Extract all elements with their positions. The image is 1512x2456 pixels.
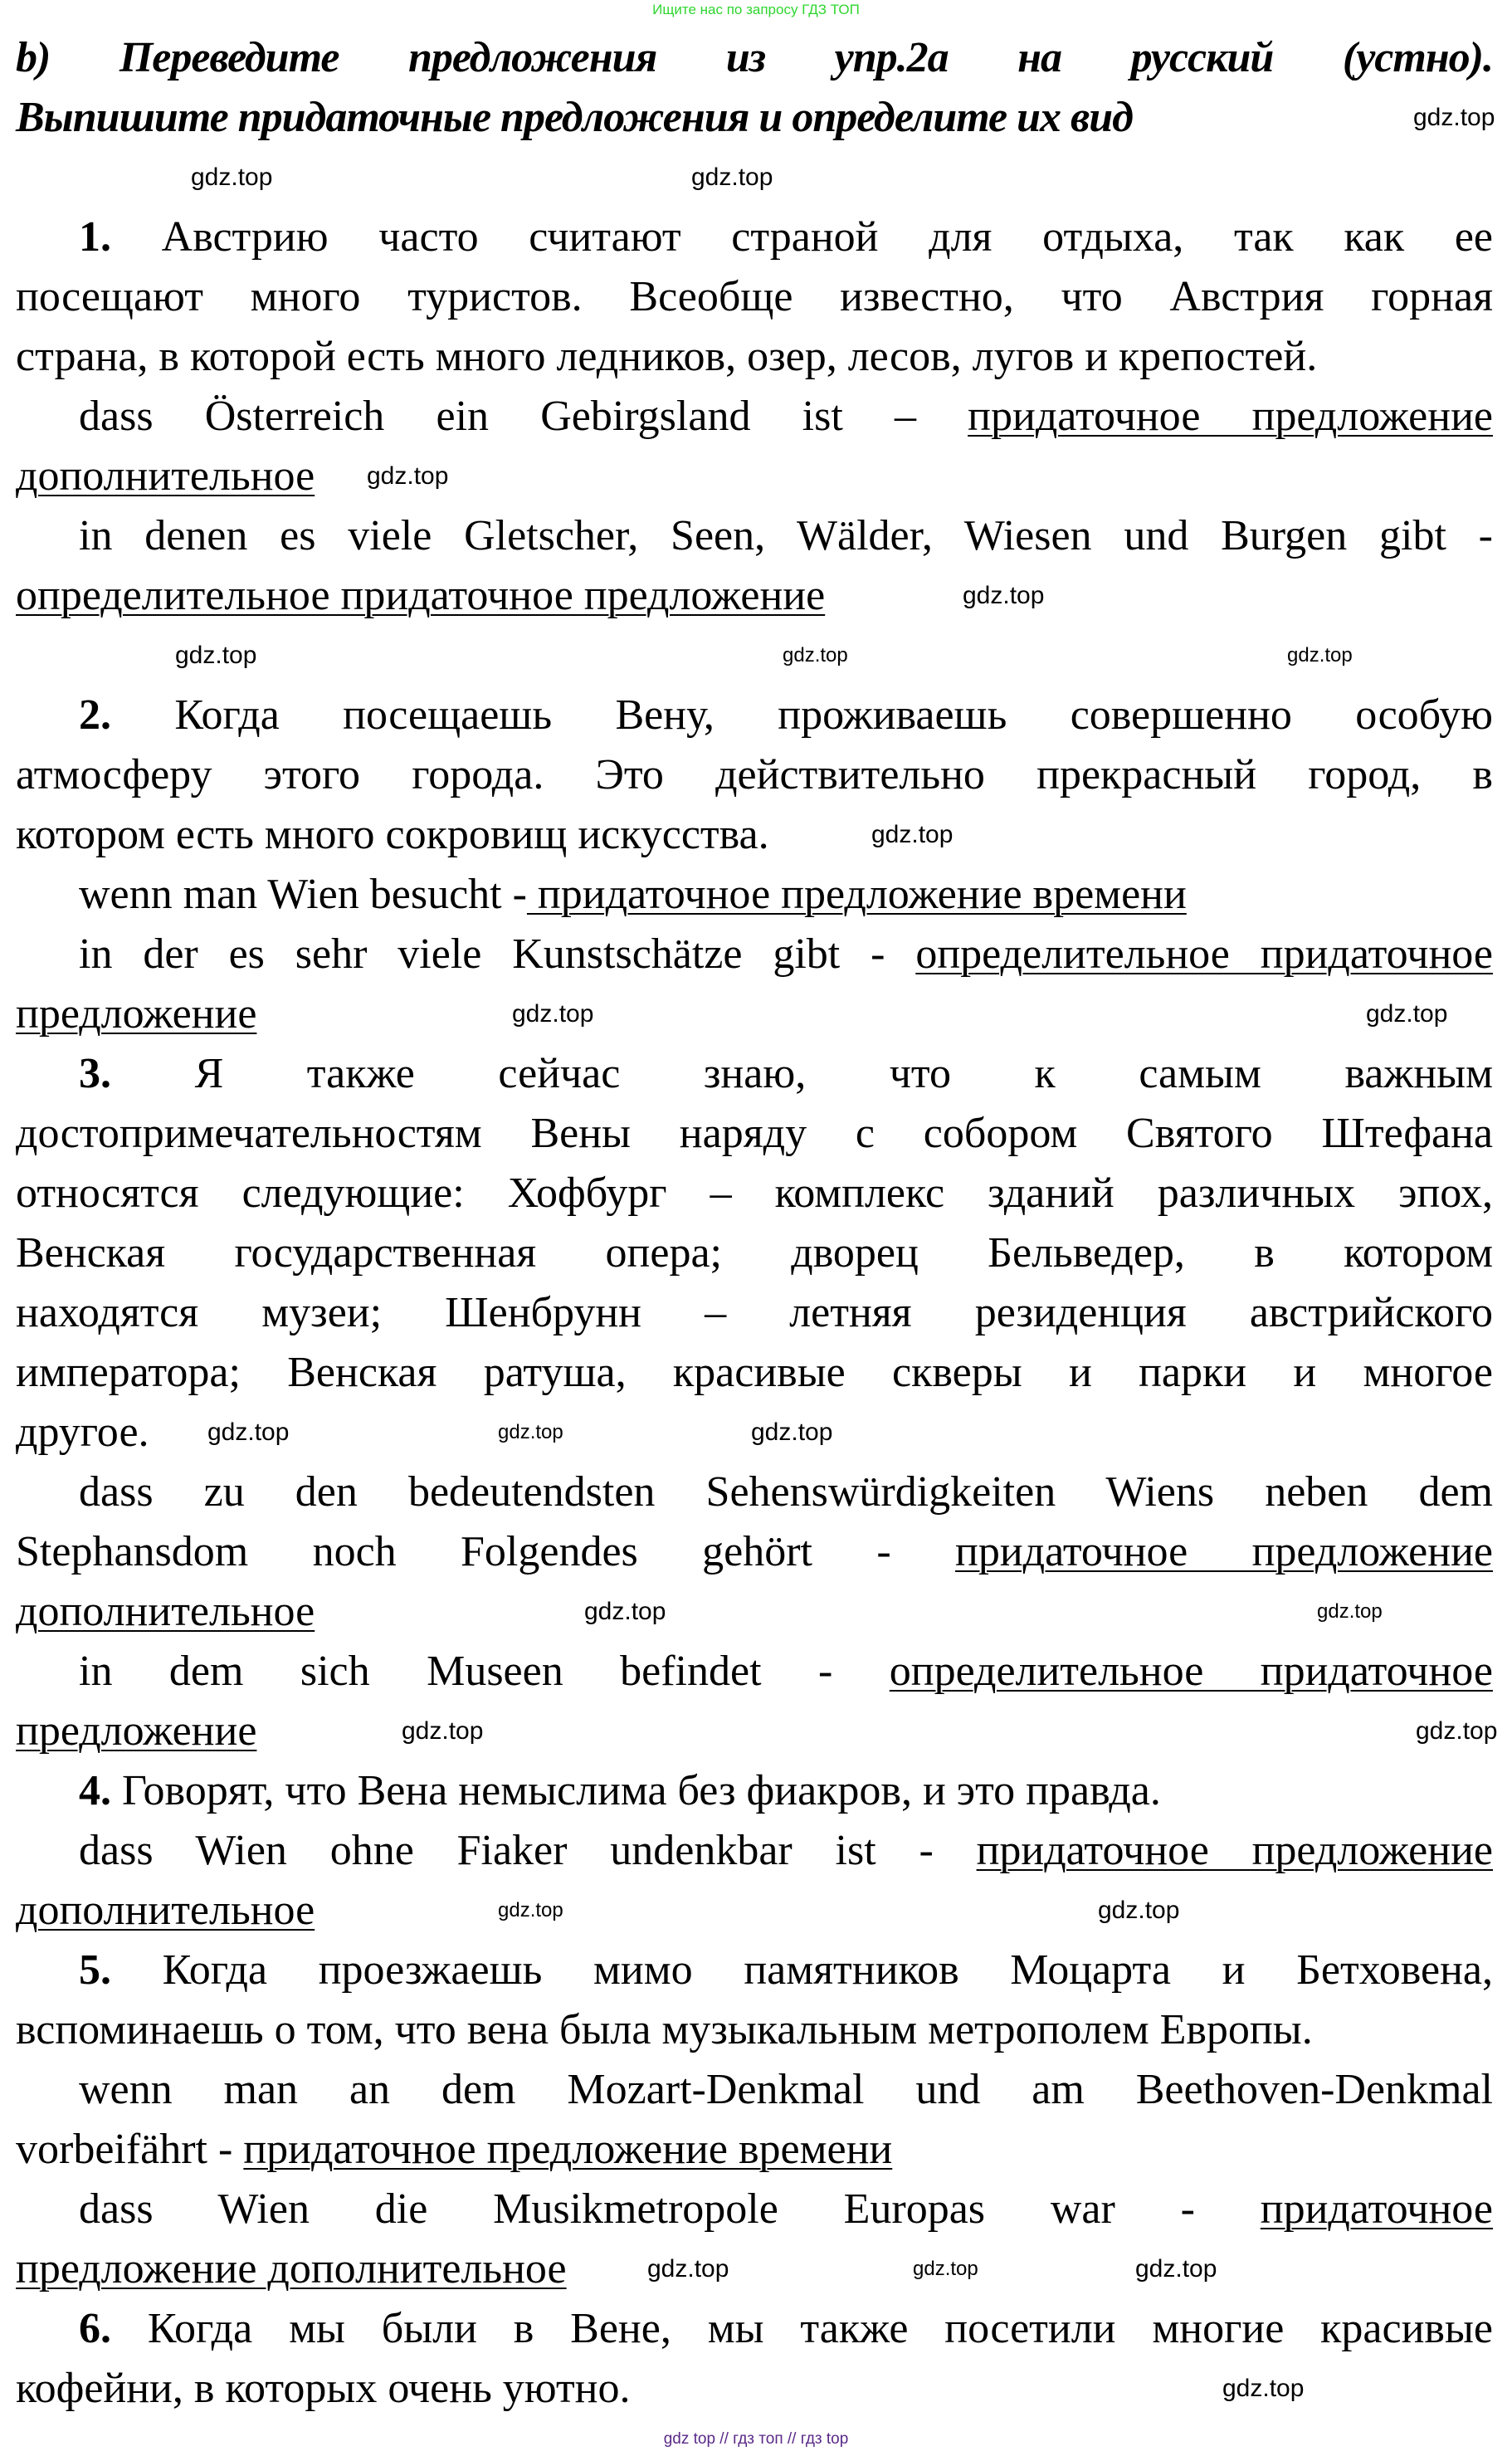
item-number: 4. — [79, 1767, 111, 1814]
answer-paragraph — [16, 1642, 1493, 1761]
clause-type-label: придаточное предложение времени — [526, 871, 1187, 918]
text-segment: Я также сейчас знаю, что к самым важным — [111, 1050, 1493, 1097]
item-number: 1. — [79, 213, 111, 261]
gdz-watermark: gdz.top — [498, 1899, 563, 1921]
text-segment: Когда проезжаешь мимо памятников Моцарта и Бетховена, — [111, 1946, 1493, 1994]
title-text: b) Переведите предложения из упр.2а на русский (устно). — [16, 34, 1493, 81]
footer-watermark: gdz top // гдз топ // гдз top — [663, 2430, 849, 2448]
gdz-watermark: gdz.top — [691, 164, 773, 191]
text-line — [16, 1223, 1493, 1283]
text-line — [16, 1462, 1493, 1522]
text-line — [16, 2120, 1493, 2180]
text-line — [16, 1522, 1493, 1582]
text-line — [16, 1582, 1493, 1642]
text-segment: Говорят, что Вена немыслима без фиакров, и это правда. — [111, 1767, 1161, 1814]
answer-paragraph — [16, 2180, 1493, 2299]
answer-paragraph — [16, 1941, 1493, 2060]
document-body — [16, 28, 1493, 2419]
text-segment: wenn man Wien besucht - — [79, 871, 527, 918]
gdz-watermark: gdz.top — [1135, 2255, 1217, 2283]
text-segment: относятся следующие: Хофбург – комплекс зданий различных эпох, — [16, 1169, 1493, 1217]
item-number: 3. — [79, 1050, 111, 1097]
item-number: 2. — [79, 691, 111, 739]
answer-paragraph — [16, 686, 1493, 865]
text-line — [16, 1164, 1493, 1223]
text-line — [16, 925, 1493, 984]
text-line — [16, 2299, 1493, 2359]
gdz-watermark: gdz.top — [175, 642, 257, 669]
text-segment: страна, в которой есть много ледников, озер, лесов, лугов и крепостей. — [16, 333, 1318, 380]
answer-paragraph — [16, 2060, 1493, 2180]
clause-type-label: определительное придаточное — [915, 930, 1493, 978]
text-segment: in dem sich Museen befindet - — [79, 1648, 890, 1695]
gdz-watermark: gdz.top — [871, 821, 954, 848]
text-segment: dass Wien die Musikmetropole Europas war - — [79, 2185, 1261, 2233]
clause-type-label: определительное придаточное — [889, 1648, 1493, 1695]
answer-paragraph — [16, 925, 1493, 1044]
clause-type-label: предложение — [16, 1707, 257, 1755]
gdz-watermark: gdz.top — [913, 2258, 978, 2280]
text-segment: императора; Венская ратуша, красивые скверы и парки и многое — [16, 1349, 1493, 1396]
text-segment: dass Wien ohne Fiaker undenkbar ist - — [79, 1827, 977, 1874]
gdz-watermark: gdz.top — [1413, 104, 1495, 131]
text-line — [16, 208, 1493, 267]
text-segment: Stephansdom noch Folgendes gehört - — [16, 1528, 955, 1575]
text-line — [16, 686, 1493, 745]
gdz-watermark: gdz.top — [647, 2255, 729, 2283]
text-segment: Венская государственная опера; дворец Бельведер, в котором — [16, 1229, 1493, 1277]
clause-type-label: дополнительное — [16, 452, 315, 500]
text-line — [16, 267, 1493, 327]
text-line — [16, 2180, 1493, 2239]
text-line — [16, 745, 1493, 805]
text-segment: in denen es viele Gletscher, Seen, Wälder, Wiesen und Burgen gibt - — [79, 512, 1493, 559]
answer-paragraph — [16, 865, 1493, 925]
answer-paragraph — [16, 1761, 1493, 1821]
text-segment: Когда мы были в Вене, мы также посетили многие красивые — [111, 2305, 1493, 2352]
text-segment: кофейни, в которых очень уютно. — [16, 2365, 631, 2412]
text-line — [16, 984, 1493, 1044]
clause-type-label: дополнительное — [16, 1887, 315, 1934]
text-line — [16, 327, 1493, 387]
gdz-watermark: gdz.top — [402, 1717, 484, 1745]
gdz-watermark: gdz.top — [512, 1000, 594, 1028]
text-segment: атмосферу этого города. Это действительно прекрасный город, в — [16, 751, 1493, 798]
clause-type-label: предложение дополнительное — [16, 2245, 567, 2292]
answer-paragraph — [16, 208, 1493, 387]
text-segment: wenn man an dem Mozart-Denkmal und am Beethoven-Denkmal — [79, 2066, 1493, 2113]
text-segment: котором есть много сокровищ искусства. — [16, 811, 769, 858]
gdz-watermark: gdz.top — [498, 1421, 563, 1443]
search-banner: Ищите нас по запросу ГДЗ ТОП — [652, 2, 860, 17]
text-line — [16, 1283, 1493, 1343]
gdz-watermark: gdz.top — [1287, 644, 1353, 666]
gdz-watermark: gdz.top — [963, 582, 1045, 609]
clause-type-label: придаточное предложение — [955, 1528, 1493, 1575]
exercise-title-line — [16, 28, 1493, 88]
clause-type-label: придаточное предложение — [968, 393, 1493, 440]
gdz-watermark: gdz.top — [1416, 1717, 1498, 1745]
text-segment: in der es sehr viele Kunstschätze gibt - — [79, 930, 916, 978]
text-segment: посещают много туристов. Всеобще известно, что Австрия горная — [16, 273, 1493, 320]
gdz-watermark: gdz.top — [191, 164, 273, 191]
text-segment: dass zu den bedeutendsten Sehenswürdigkeiten Wiens neben dem — [79, 1468, 1493, 1516]
item-number: 5. — [79, 1946, 111, 1994]
text-line — [16, 1821, 1493, 1881]
gdz-watermark: gdz.top — [1366, 1000, 1448, 1028]
gdz-watermark: gdz.top — [751, 1418, 833, 1446]
text-segment: находятся музеи; Шенбрунн – летняя резиденция австрийского — [16, 1289, 1493, 1336]
answer-paragraph — [16, 506, 1493, 626]
title-text: Выпишите придаточные предложения и определите их вид — [16, 94, 1133, 141]
clause-type-label: определительное придаточное предложение — [16, 572, 826, 619]
clause-type-label: придаточное предложение — [976, 1827, 1493, 1874]
answer-paragraph — [16, 387, 1493, 506]
answer-paragraph — [16, 1821, 1493, 1941]
text-line — [16, 506, 1493, 566]
clause-type-label: дополнительное — [16, 1588, 315, 1635]
text-line — [16, 1642, 1493, 1702]
text-line — [16, 1343, 1493, 1403]
item-number: 6. — [79, 2305, 111, 2352]
gdz-watermark: gdz.top — [584, 1598, 666, 1625]
text-line — [16, 865, 1493, 925]
exercise-title-line — [16, 88, 1493, 148]
text-line — [16, 1702, 1493, 1761]
text-segment: вспоминаешь о том, что вена была музыкальным метрополем Европы. — [16, 2006, 1313, 2053]
text-segment: достопримечательностям Вены наряду с собором Святого Штефана — [16, 1110, 1493, 1157]
gdz-watermark: gdz.top — [207, 1418, 290, 1446]
text-segment: vorbeifährt - — [16, 2126, 244, 2173]
text-segment: другое. — [16, 1409, 149, 1456]
gdz-watermark: gdz.top — [783, 644, 848, 666]
gdz-watermark: gdz.top — [1098, 1897, 1180, 1924]
text-line — [16, 1941, 1493, 2000]
clause-type-label: придаточное — [1260, 2185, 1493, 2233]
gdz-watermark: gdz.top — [1317, 1600, 1383, 1623]
text-line — [16, 2239, 1493, 2299]
text-line — [16, 1104, 1493, 1164]
text-line — [16, 1881, 1493, 1941]
text-line — [16, 387, 1493, 447]
text-line — [16, 447, 1493, 506]
text-segment: Когда посещаешь Вену, проживаешь совершенно особую — [111, 691, 1493, 739]
gdz-watermark: gdz.top — [1222, 2375, 1305, 2402]
text-line — [16, 1044, 1493, 1104]
text-line — [16, 805, 1493, 865]
text-segment: dass Österreich ein Gebirgsland ist – — [79, 393, 968, 440]
text-line — [16, 2000, 1493, 2060]
text-line — [16, 566, 1493, 626]
text-segment: Австрию часто считают страной для отдыха, так как ее — [111, 213, 1493, 261]
answer-paragraph — [16, 1462, 1493, 1642]
answer-paragraph — [16, 1044, 1493, 1462]
text-line — [16, 2060, 1493, 2120]
clause-type-label: предложение — [16, 990, 257, 1038]
clause-type-label: придаточное предложение времени — [243, 2126, 893, 2173]
text-line — [16, 1761, 1493, 1821]
gdz-watermark: gdz.top — [367, 462, 449, 490]
